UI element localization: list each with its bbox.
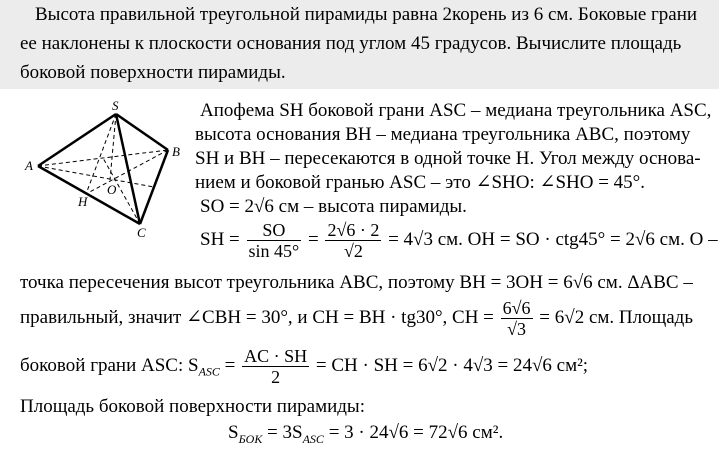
solution-line-5: SO = 2√6 см – высота пирамиды. xyxy=(200,196,467,217)
fraction-SO-sin45 xyxy=(247,220,302,261)
fraction-denominator: sin 45° xyxy=(248,241,300,261)
median-BH xyxy=(86,150,168,194)
formula-S-ASC xyxy=(20,346,588,387)
subscript-BOK: БОК xyxy=(238,431,263,446)
fraction-denominator: 2 xyxy=(242,366,309,387)
height-SO xyxy=(110,114,116,180)
formula-S-total-lhs: S xyxy=(228,422,239,443)
formula-SH xyxy=(200,220,718,261)
solution-line-2: высота основания BH – медиана треугольника ABC, поэтому xyxy=(195,124,691,145)
solution-line-4: нием и боковой гранью ASC – это ∠SHO: ∠SHO = 45°. xyxy=(195,172,646,193)
formula-S-total-mid: = 3S xyxy=(267,422,303,443)
fraction-numerator: AC · SH xyxy=(244,346,308,366)
solution-line-3: SH и BH – пересекаются в одной точке H. Угол между основа- xyxy=(195,148,701,169)
formula-CH-rest: = 6√2 см. Площадь xyxy=(539,306,693,328)
fraction-denominator: √2 xyxy=(325,240,381,261)
solution-line-10: Площадь боковой поверхности пирамиды: xyxy=(20,396,365,417)
fraction-6sqrt6-sqrt3 xyxy=(501,298,533,339)
pyramid-figure xyxy=(20,98,200,238)
formula-CH-lhs: правильный, значит ∠CBH = 30°, и CH = BH · tg30°, CH = xyxy=(20,306,494,328)
label-A: A xyxy=(25,158,33,173)
fraction-2sqrt6-sqrt2 xyxy=(325,220,381,261)
problem-statement xyxy=(0,0,719,89)
formula-S-total xyxy=(228,422,503,447)
edge-AC xyxy=(38,166,140,224)
edge-SC xyxy=(116,114,140,224)
problem-line-2: ее наклонены к плоскости основания под углом 45 градусов. Вычислите площадь xyxy=(20,33,682,54)
fraction-denominator: √3 xyxy=(501,318,533,339)
formula-CH xyxy=(20,298,693,339)
formula-SH-rest: = 4√3 см. OH = SO · ctg45° = 2√6 см. O – xyxy=(388,228,718,250)
subscript-ASC: ASC xyxy=(302,431,324,446)
equals-sign: = xyxy=(307,228,319,250)
label-C: C xyxy=(137,225,146,238)
label-B: B xyxy=(172,144,180,159)
label-H: H xyxy=(78,194,88,209)
fraction-numerator: 6√6 xyxy=(502,298,531,318)
problem-line-3: боковой поверхности пирамиды. xyxy=(20,62,286,83)
equals-sign: = xyxy=(224,354,236,376)
fraction-numerator: SO xyxy=(262,220,286,240)
fraction-numerator: 2√6 · 2 xyxy=(327,220,380,240)
problem-line-1: Высота правильной треугольной пирамиды равна 2корень из 6 см. Боковые грани xyxy=(35,4,698,25)
formula-S-ASC-rest: = CH · SH = 6√2 · 4√3 = 24√6 см²; xyxy=(315,354,589,376)
formula-S-ASC-lhs: боковой грани ASC: S xyxy=(20,354,199,376)
solution-line-1: Апофема SH боковой грани ASC – медиана треугольника ASC, xyxy=(200,100,712,121)
subscript-ASC: ASC xyxy=(198,364,220,379)
fraction-ACSH-2 xyxy=(242,346,309,387)
label-O: O xyxy=(107,182,117,197)
label-S: S xyxy=(112,98,119,113)
formula-S-total-rest: = 3 · 24√6 = 72√6 см². xyxy=(328,422,504,443)
solution-line-7: точка пересечения высот треугольника ABC, поэтому BH = 3OH = 6√6 см. ΔABC – xyxy=(20,272,693,293)
formula-SH-lhs: SH = xyxy=(200,228,240,250)
